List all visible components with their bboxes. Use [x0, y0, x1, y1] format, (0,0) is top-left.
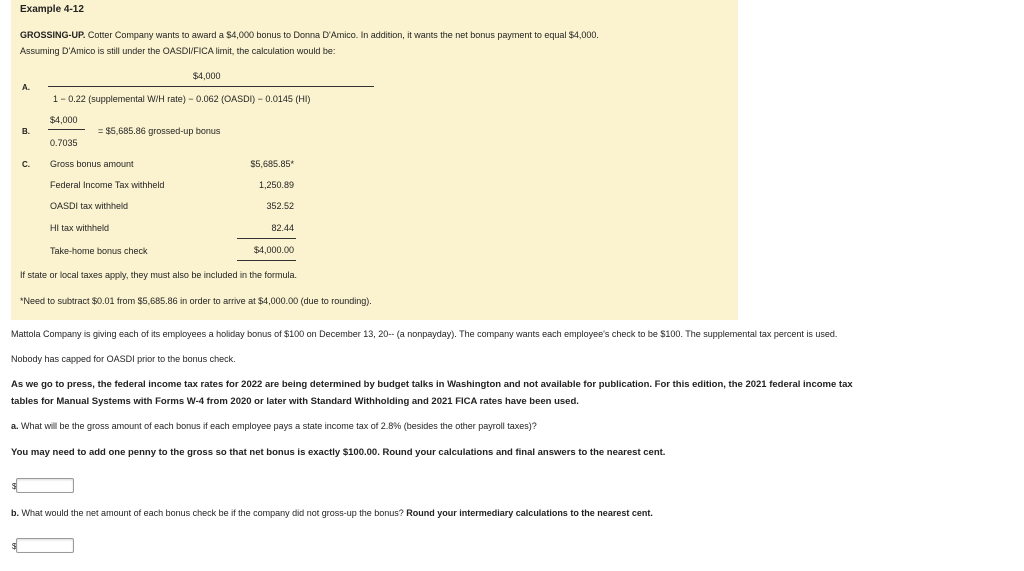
row-label-federal-tax: Federal Income Tax withheld: [50, 180, 165, 190]
step-b-denominator: 0.7035: [50, 138, 78, 148]
problem-intro: Mattola Company is giving each of its employees a holiday bonus of $100 on December 13, 20-- (a nonpayday). The company wants each employee's check to be $100. The supplemental tax percent is used.: [11, 329, 838, 339]
sum-rule: [237, 238, 296, 239]
question-b: [11, 508, 653, 518]
answer-a-currency: $: [12, 482, 17, 491]
row-label-take-home: Take-home bonus check: [50, 246, 148, 256]
step-a-numerator: $4,000: [193, 71, 221, 81]
row-label-oasdi-tax: OASDI tax withheld: [50, 201, 129, 211]
row-value-hi-tax: 82.44: [271, 223, 294, 233]
example-intro-line2: Assuming D'Amico is still under the OASDI/FICA limit, the calculation would be:: [20, 46, 336, 56]
press-note-line1: As we go to press, the federal income tax rates for 2022 are being determined by budget talks in Washington and not available for publication. For this edition, the 2021 federal income tax: [11, 379, 853, 390]
question-b-text: What would the net amount of each bonus check be if the company did not gross-up the bonus?: [21, 508, 404, 518]
total-rule: [237, 260, 296, 261]
step-b-letter: B.: [22, 127, 30, 136]
step-b-result: = $5,685.86 grossed-up bonus: [98, 126, 221, 136]
answer-b-currency: $: [12, 542, 17, 551]
row-label-hi-tax: HI tax withheld: [50, 223, 110, 233]
step-a-denominator: 1 − 0.22 (supplemental W/H rate) − 0.062 (OASDI) − 0.0145 (HI): [53, 94, 311, 104]
row-value-gross-bonus: $5,685.85*: [250, 159, 294, 169]
step-a-letter: A.: [22, 83, 30, 92]
example-box: [11, 0, 738, 320]
example-title: Example 4-12: [20, 4, 84, 15]
step-b-numerator: $4,000: [50, 115, 78, 125]
state-tax-note: If state or local taxes apply, they must also be included in the formula.: [20, 270, 297, 280]
example-intro: [20, 30, 599, 40]
row-value-federal-tax: 1,250.89: [258, 180, 294, 190]
oasdi-cap-note: Nobody has capped for OASDI prior to the bonus check.: [11, 354, 236, 364]
grossing-up-label: GROSSING-UP.: [20, 30, 86, 40]
net-bonus-answer-input[interactable]: [16, 538, 74, 553]
question-a-text: What will be the gross amount of each bonus if each employee pays a state income tax of 2.8% (besides the other payroll taxes)?: [21, 421, 537, 431]
row-value-take-home: $4,000.00: [253, 245, 294, 255]
step-c-letter: C.: [22, 160, 30, 169]
example-intro-text: Cotter Company wants to award a $4,000 bonus to Donna D'Amico. In addition, it wants the net bonus payment to equal $4,000.: [85, 30, 599, 40]
rounding-footnote: *Need to subtract $0.01 from $5,685.86 in order to arrive at $4,000.00 (due to rounding).: [20, 296, 372, 306]
question-a: [11, 421, 537, 431]
press-note-line2: tables for Manual Systems with Forms W-4 from 2020 or later with Standard Withholding and 2021 FICA rates have been used.: [11, 396, 579, 407]
step-a-fraction-bar: [48, 86, 374, 87]
row-label-gross-bonus: Gross bonus amount: [50, 159, 134, 169]
question-b-letter: b.: [11, 508, 19, 518]
question-a-letter: a.: [11, 421, 19, 431]
question-a-instruction: You may need to add one penny to the gross so that net bonus is exactly $100.00. Round your calculations and final answers to the nearest cent.: [11, 447, 666, 458]
row-value-oasdi-tax: 352.52: [266, 201, 294, 211]
gross-bonus-answer-input[interactable]: [16, 478, 74, 493]
question-b-instruction: Round your intermediary calculations to the nearest cent.: [406, 508, 653, 518]
step-b-fraction-bar: [48, 129, 85, 130]
